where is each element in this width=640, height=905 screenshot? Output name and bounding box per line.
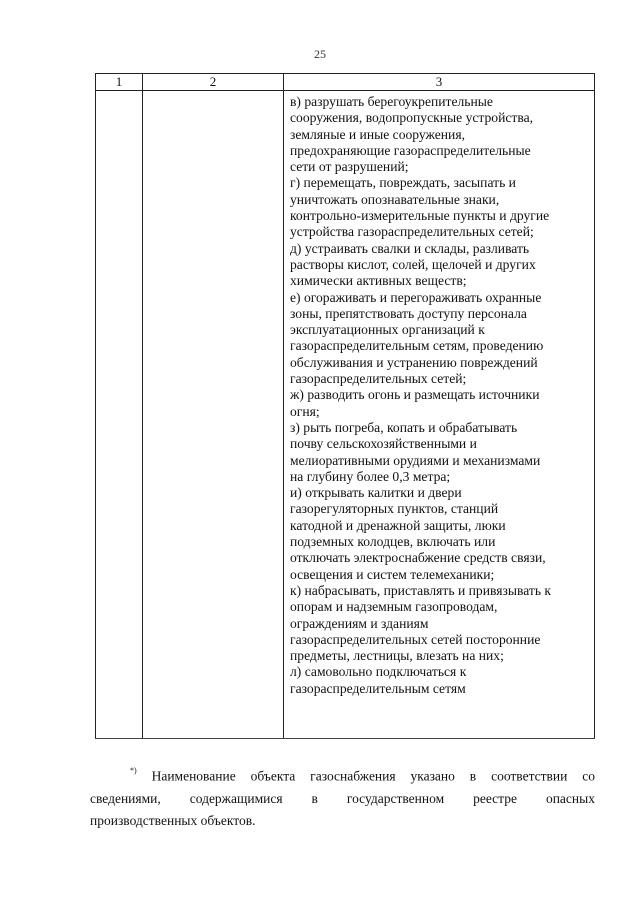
footnote-line-2 <box>90 788 595 810</box>
text-line: почву сельскохозяйственными и <box>290 436 477 452</box>
table-cell-col1 <box>96 91 143 739</box>
text-line: е) огораживать и перегораживать охранные <box>290 289 542 305</box>
text-line: растворы кислот, солей, щелочей и других <box>290 256 536 272</box>
text-line: обслуживания и устранению повреждений <box>290 354 538 370</box>
text-line: мелиоративными орудиями и механизмами <box>290 452 541 468</box>
prohibitions-text <box>284 91 594 697</box>
footnote-marker: *) <box>130 766 137 775</box>
table-header-row <box>96 74 595 91</box>
table-cell-col3 <box>284 91 595 739</box>
text-line: з) рыть погреба, копать и обрабатывать <box>290 419 518 435</box>
text-line: ограждениям и зданиям <box>290 615 429 631</box>
footnote-word: государственном <box>346 790 445 806</box>
text-line: газораспределительным сетям <box>290 680 466 696</box>
text-line: контрольно-измерительные пункты и другие <box>290 208 550 224</box>
text-line: эксплуатационных организаций к <box>290 322 485 338</box>
text-line: г) перемещать, повреждать, засыпать и <box>290 175 516 191</box>
text-line: химически активных веществ; <box>290 273 467 289</box>
footnote-line-3: производственных объектов. <box>90 812 256 828</box>
footnote-line-1 <box>90 762 595 788</box>
text-line: на глубину более 0,3 метра; <box>290 468 451 484</box>
text-line: отключать электроснабжение средств связи, <box>290 550 546 566</box>
text-line: предметы, лестницы, влезать на них; <box>290 648 504 664</box>
text-line: газораспределительным сетям, проведению <box>290 338 544 354</box>
text-line: и) открывать калитки и двери <box>290 485 462 501</box>
text-line: подземных колодцев, включать или <box>290 534 496 550</box>
footnote-line-1-text: Наименование объекта газоснабжения указано в соответствии со <box>151 768 596 784</box>
text-line: устройства газораспределительных сетей; <box>290 224 534 240</box>
text-line: л) самовольно подключаться к <box>290 664 467 680</box>
text-line: предохраняющие газораспределительные <box>290 142 531 158</box>
text-line: в) разрушать берегоукрепительные <box>290 94 493 109</box>
text-line: сети от разрушений; <box>290 159 409 175</box>
text-line: д) устраивать свалки и склады, разливать <box>290 240 530 256</box>
text-line: газорегуляторных пунктов, станций <box>290 501 499 517</box>
text-line: зоны, препятствовать доступу персонала <box>290 305 527 321</box>
requirements-table <box>95 73 595 739</box>
page-number: 25 <box>314 47 326 61</box>
text-line: земляные и иные сооружения, <box>290 126 465 142</box>
table-cell-col2 <box>143 91 284 739</box>
column-header-3: 3 <box>284 74 595 91</box>
footnote-word: сведениями, <box>90 790 161 806</box>
text-line: к) набрасывать, приставлять и привязывать к <box>290 582 552 598</box>
footnote-word: опасных <box>545 790 595 806</box>
column-header-2: 2 <box>143 74 284 91</box>
column-header-1: 1 <box>96 74 143 91</box>
text-line: газораспределительных сетей; <box>290 371 467 387</box>
footnote-word: содержащимися <box>189 790 283 806</box>
footnote-word: в <box>311 790 318 806</box>
text-line: огня; <box>290 403 320 419</box>
table-row <box>96 91 595 739</box>
footnote-word: реестре <box>473 790 517 806</box>
text-line: ж) разводить огонь и размещать источники <box>290 387 540 403</box>
text-line: уничтожать опознавательные знаки, <box>290 191 500 207</box>
text-line: освещения и систем телемеханики; <box>290 566 495 582</box>
text-line: опорам и надземным газопроводам, <box>290 599 498 615</box>
text-line: катодной и дренажной защиты, люки <box>290 517 506 533</box>
text-line: газораспределительных сетей посторонние <box>290 631 541 647</box>
footnote <box>90 762 595 832</box>
text-line: сооружения, водопропускные устройства, <box>290 110 534 126</box>
